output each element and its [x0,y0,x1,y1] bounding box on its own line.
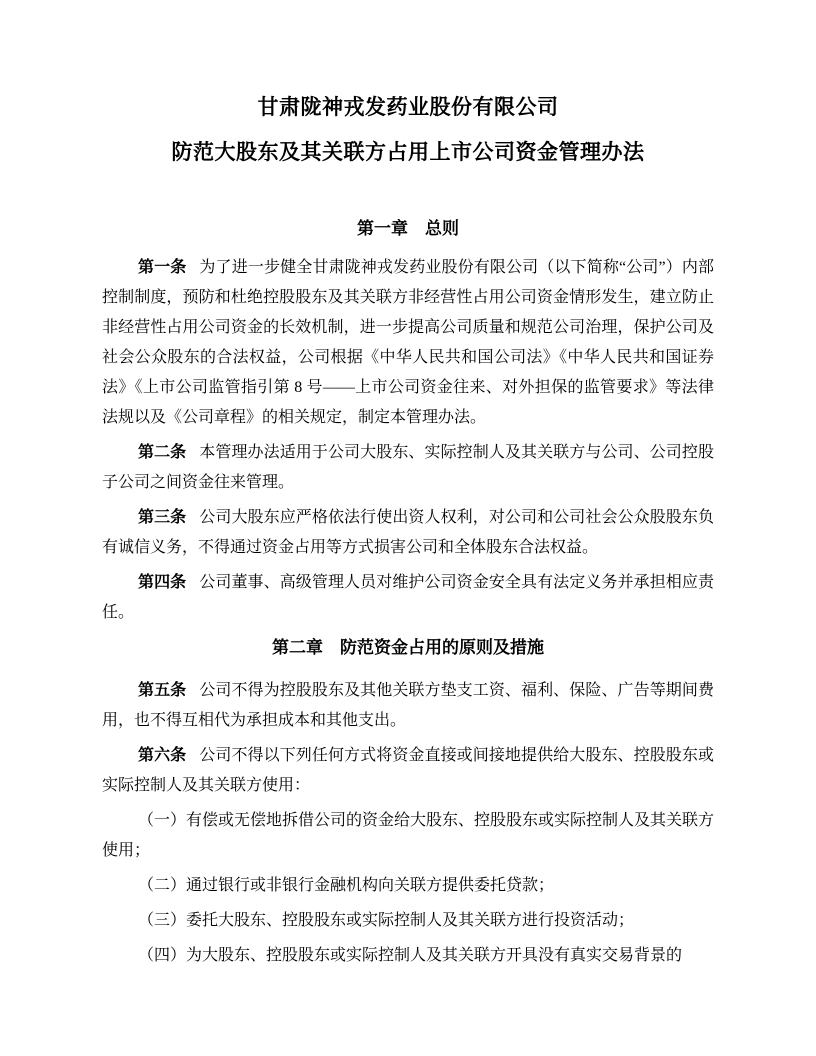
article-paragraph [102,253,714,433]
article-paragraph [102,741,714,801]
document-body [102,214,714,971]
article-paragraph [102,438,714,498]
article-number: 第一条 [138,259,187,276]
list-item: （一）有偿或无偿地拆借公司的资金给大股东、控股股东或实际控制人及其关联方使用； [102,812,715,859]
article-paragraph [102,568,714,628]
document-title-line-2: 防范大股东及其关联方占用上市公司资金管理办法 [171,140,645,164]
article-number: 第六条 [138,747,187,764]
article-text: 公司不得以下列任何方式将资金直接或间接地提供给大股东、控股股东或实际控制人及其关联方使用： [102,747,714,794]
article-number: 第五条 [138,682,187,699]
chapter-heading: 第一章 总则 [357,219,459,238]
chapter-heading: 第二章 防范资金占用的原则及措施 [272,638,544,657]
article-number: 第三条 [138,509,187,526]
article-paragraph [102,503,714,563]
article-text: 为了进一步健全甘肃陇神戎发药业股份有限公司（以下简称“公司”）内部控制制度，预防和杜绝控股股东及其关联方非经营性占用公司资金情形发生，建立防止非经营性占用公司资金的长效机制，进一步提高公司质量和规范公司治理，保护公司及社会公众股东的合法权益，公司根据《中华人民共和国公司法》《中华人民共和国证券法》《上市公司监管指引第 8 号——上市公司资金往来、对外担保的监管要求》等法律法规以及《公司章程》的相关规定，制定本管理办法。 [102,259,714,426]
list-item: （三）委托大股东、控股股东或实际控制人及其关联方进行投资活动； [138,912,635,929]
list-item: （二）通过银行或非银行金融机构向关联方提供委托贷款； [138,877,555,894]
article-text: 公司不得为控股股东及其他关联方垫支工资、福利、保险、广告等期间费用，也不得互相代为承担成本和其他支出。 [102,682,714,729]
article-text: 公司董事、高级管理人员对维护公司资金安全具有法定义务并承担相应责任。 [102,574,714,621]
document-title-line-1: 甘肃陇神戎发药业股份有限公司 [257,95,559,119]
article-number: 第四条 [138,574,187,591]
list-item: （四）为大股东、控股股东或实际控制人及其关联方开具没有真实交易背景的 [138,947,683,964]
article-number: 第二条 [138,444,187,461]
article-paragraph [102,676,714,736]
article-text: 公司大股东应严格依法行使出资人权利，对公司和公司社会公众股股东负有诚信义务，不得通过资金占用等方式损害公司和全体股东合法权益。 [102,509,714,556]
article-text: 本管理办法适用于公司大股东、实际控制人及其关联方与公司、公司控股子公司之间资金往来管理。 [102,444,714,491]
